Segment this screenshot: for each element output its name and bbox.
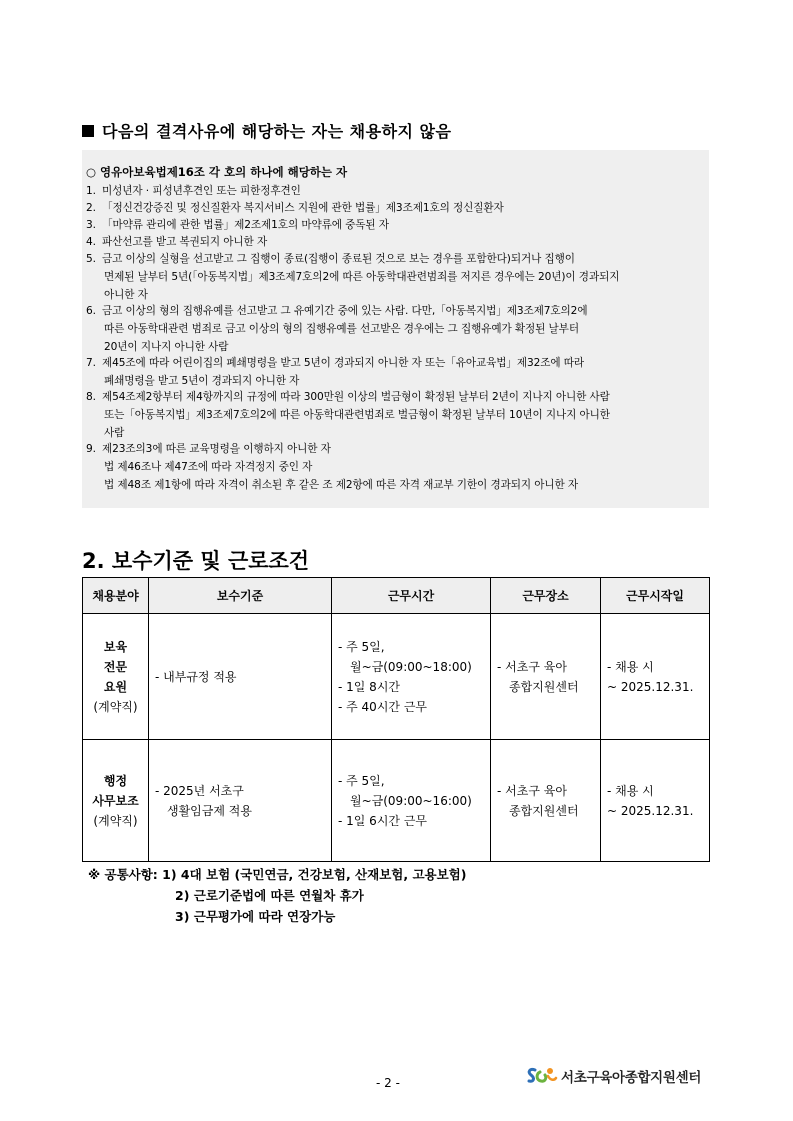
header-pay: 보수기준 bbox=[149, 578, 332, 614]
list-item-continuation: 면제된 날부터 5년(「아동복지법」제3조제7호의2에 따른 아동학대관련범죄를 저지른 경우에는 20년)이 경과되지 bbox=[104, 271, 620, 283]
start-cell: - 채용 시 ~ 2025.12.31. bbox=[601, 740, 710, 862]
header-hours: 근무시간 bbox=[332, 578, 491, 614]
list-item: 6. 금고 이상의 형의 집행유예를 선고받고 그 유예기간 중에 있는 사람. 다만,「아동복지법」제3조제7호의2에 bbox=[86, 305, 588, 317]
footer-logo bbox=[526, 1066, 701, 1086]
list-item-continuation: 20년이 지나지 아니한 사람 bbox=[104, 341, 229, 353]
list-item: 1. 미성년자 · 피성년후견인 또는 피한정후견인 bbox=[86, 185, 301, 197]
list-item-continuation: 아니한 자 bbox=[104, 289, 148, 301]
table-row bbox=[83, 740, 710, 862]
box-heading: ○ 영유아보육법제16조 각 호의 하나에 해당하는 자 bbox=[86, 165, 348, 179]
section-pay-title: 2. 보수기준 및 근로조건 bbox=[82, 549, 310, 573]
seocho-logo-icon bbox=[526, 1066, 558, 1086]
list-item: 3. 「마약류 관리에 관한 법률」제2조제1호의 마약류에 중독된 자 bbox=[86, 219, 389, 231]
list-item-continuation: 사람 bbox=[104, 427, 125, 439]
table-row bbox=[83, 614, 710, 740]
list-item-continuation: 법 제48조 제1항에 따라 자격이 취소된 후 같은 조 제2항에 따른 자격 재교부 기한이 경과되지 아니한 자 bbox=[104, 479, 579, 491]
place-cell: - 서초구 육아 종합지원센터 bbox=[491, 614, 601, 740]
list-item-continuation: 법 제46조나 제47조에 따라 자격정지 중인 자 bbox=[104, 461, 313, 473]
table-header-row bbox=[83, 578, 710, 614]
start-cell: - 채용 시 ~ 2025.12.31. bbox=[601, 614, 710, 740]
hours-cell: - 주 5일, 월~금(09:00~18:00) - 1일 8시간 - 주 40시간 근무 bbox=[332, 614, 491, 740]
header-field: 채용분야 bbox=[83, 578, 149, 614]
page-number: - 2 - bbox=[376, 1076, 400, 1090]
common-notes bbox=[88, 864, 466, 927]
header-start: 근무시작일 bbox=[601, 578, 710, 614]
list-item: 8. 제54조제2항부터 제4항까지의 규정에 따라 300만원 이상의 벌금형이 확정된 날부터 2년이 지나지 아니한 사람 bbox=[86, 391, 610, 403]
pay-cell: - 내부규정 적용 bbox=[149, 614, 332, 740]
section-disqualification-title bbox=[82, 119, 451, 142]
field-cell: 보육 전문 요원 (계약직) bbox=[83, 614, 149, 740]
list-item-continuation: 또는「아동복지법」제3조제7호의2에 따른 아동학대관련범죄로 벌금형이 확정된 날부터 10년이 지나지 아니한 bbox=[104, 409, 610, 421]
header-place: 근무장소 bbox=[491, 578, 601, 614]
list-item: 5. 금고 이상의 실형을 선고받고 그 집행이 종료(집행이 종료된 것으로 보는 경우를 포함한다)되거나 집행이 bbox=[86, 253, 575, 265]
list-item: 7. 제45조에 따라 어린이집의 폐쇄명령을 받고 5년이 경과되지 아니한 자 또는「유아교육법」제32조에 따라 bbox=[86, 357, 585, 369]
common-note-line: 3) 근무평가에 따라 연장가능 bbox=[175, 909, 336, 924]
pay-cell: - 2025년 서초구 생활임금제 적용 bbox=[149, 740, 332, 862]
list-item: 4. 파산선고를 받고 복권되지 아니한 자 bbox=[86, 236, 268, 248]
common-note-line: ※ 공통사항: 1) 4대 보험 (국민연금, 건강보험, 산재보험, 고용보험) bbox=[88, 867, 467, 882]
section-title-text: 다음의 결격사유에 해당하는 자는 채용하지 않음 bbox=[102, 122, 452, 141]
field-cell: 행정 사무보조 (계약직) bbox=[83, 740, 149, 862]
list-item-continuation: 따른 아동학대관련 범죄로 금고 이상의 형의 집행유예를 선고받은 경우에는 그 집행유예가 확정된 날부터 bbox=[104, 323, 579, 335]
common-note-line: 2) 근로기준법에 따른 연월차 휴가 bbox=[175, 888, 364, 903]
place-cell: - 서초구 육아 종합지원센터 bbox=[491, 740, 601, 862]
list-item-continuation: 폐쇄명령을 받고 5년이 경과되지 아니한 자 bbox=[104, 375, 300, 387]
pay-conditions-table bbox=[82, 577, 710, 862]
disqualification-box bbox=[82, 150, 709, 508]
logo-text: 서초구육아종합지원센터 bbox=[561, 1070, 702, 1086]
list-item: 9. 제23조의3에 따른 교육명령을 이행하지 아니한 자 bbox=[86, 443, 331, 455]
list-item: 2. 「정신건강증진 및 정신질환자 복지서비스 지원에 관한 법률」제3조제1호의 정신질환자 bbox=[86, 202, 504, 214]
square-bullet-icon bbox=[82, 125, 94, 137]
hours-cell: - 주 5일, 월~금(09:00~16:00) - 1일 6시간 근무 bbox=[332, 740, 491, 862]
